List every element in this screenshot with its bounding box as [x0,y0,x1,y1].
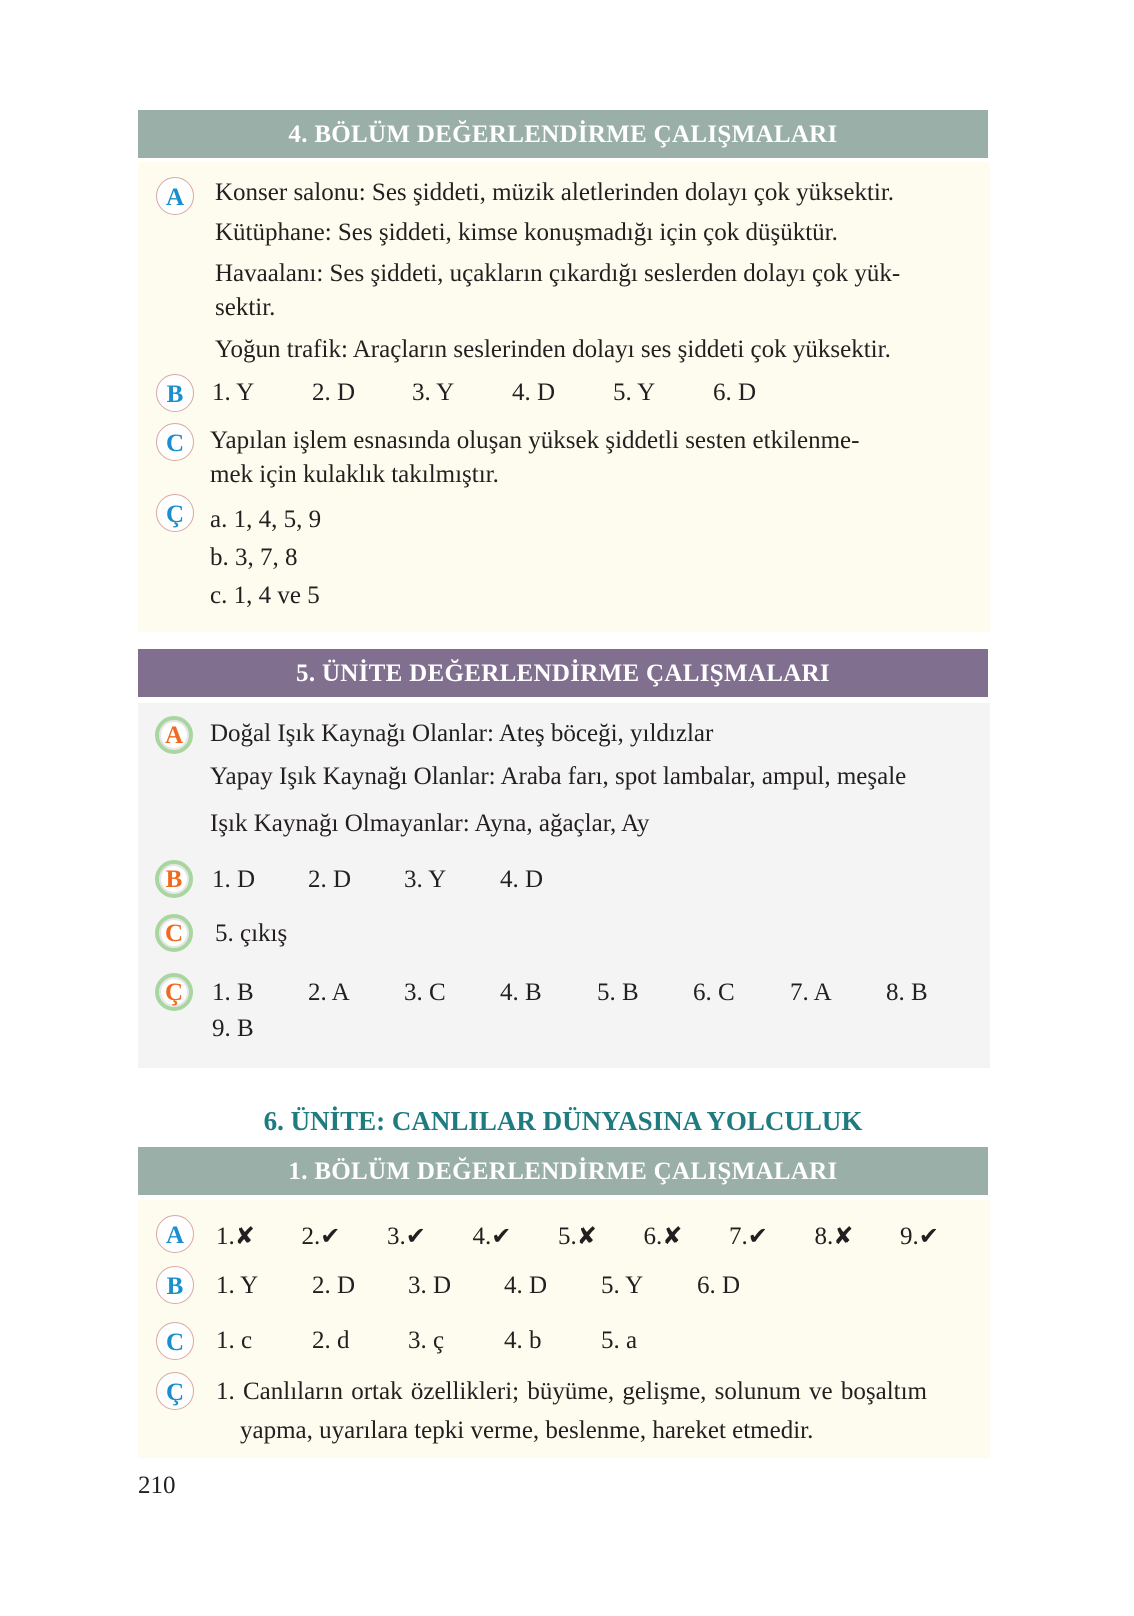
answer-line: mek için kulaklık takılmıştır. [210,461,499,488]
answer-line: Yapılan işlem esnasında oluşan yüksek şiddetli sesten etkilenme- [210,427,860,454]
check-icon: ✔ [405,1222,426,1250]
answer-item [644,1221,683,1252]
answer-line: a. 1, 4, 5, 9 [210,506,322,533]
item-number: 7. [729,1223,748,1250]
answer-item: 2. d [312,1327,350,1354]
item-number: 2. [301,1223,321,1250]
section-header-1-bolum: 1. BÖLÜM DEĞERLENDİRME ÇALIŞMALARI [138,1147,988,1195]
section-header-5-unite: 5. ÜNİTE DEĞERLENDİRME ÇALIŞMALARI [138,649,988,697]
item-number: 1. [216,1223,235,1250]
answer-item: 6. D [713,379,757,406]
answer-line: 5. çıkış [215,920,288,947]
badge-cc: Ç [156,1372,194,1410]
answer-item: 2. D [312,379,356,406]
answer-item: 6. C [693,979,735,1006]
answer-line: Konser salonu: Ses şiddeti, müzik aletlerinden dolayı çok yüksektir. [215,179,895,206]
check-icon: ✔ [320,1222,341,1250]
badge-b: B [156,1266,194,1304]
cross-icon: ✘ [833,1222,854,1250]
badge-c: C [156,423,194,461]
answer-item: 4. D [500,866,544,893]
answer-item [900,1221,939,1252]
answer-item [387,1221,426,1252]
item-number: 8. [814,1223,834,1250]
answer-line: Yapay Işık Kaynağı Olanlar: Araba farı, spot lambalar, ampul, meşale [210,763,907,790]
check-icon: ✔ [491,1222,512,1250]
badge-c: C [156,1322,194,1360]
answer-line: c. 1, 4 ve 5 [210,582,320,609]
answer-item: 4. B [500,979,542,1006]
answer-item: 1. Y [212,379,255,406]
answer-item: 3. Y [404,866,447,893]
answer-item [558,1221,597,1252]
answer-item: 1. Y [216,1272,259,1299]
badge-cc: Ç [156,494,194,532]
answer-item: 2. D [308,866,352,893]
answer-item: 5. a [601,1327,638,1354]
cross-icon: ✘ [576,1222,597,1250]
answer-item: 6. D [697,1272,741,1299]
item-number: 9. [900,1223,919,1250]
answer-item: 3. C [404,979,446,1006]
answer-item: 4. D [512,379,556,406]
answer-line: sektir. [215,294,276,321]
badge-b: B [156,374,194,412]
badge-a: A [156,1215,194,1253]
answer-line: Yoğun trafik: Araçların seslerinden dolayı ses şiddeti çok yüksektir. [215,336,891,363]
badge-c: C [155,914,193,952]
answer-item: 9. B [212,1015,254,1042]
answer-item: 4. D [504,1272,548,1299]
answer-item: 3. ç [408,1327,445,1354]
item-number: 4. [472,1223,492,1250]
answer-item: 8. B [886,979,928,1006]
cross-icon: ✘ [234,1222,255,1250]
answer-item: 2. A [308,979,350,1006]
badge-cc: Ç [155,973,193,1011]
answer-item: 2. D [312,1272,356,1299]
check-icon: ✔ [747,1222,768,1250]
cross-icon: ✘ [662,1222,683,1250]
page-number: 210 [138,1472,176,1499]
item-number: 3. [387,1223,406,1250]
answer-item: 3. Y [412,379,455,406]
answer-line: Havaalanı: Ses şiddeti, uçakların çıkardığı seslerden dolayı çok yük- [215,260,901,287]
answer-line: yapma, uyarılara tepki verme, beslenme, hareket etmedir. [240,1417,814,1444]
section-5-unite-panel [138,703,990,1068]
answer-item: 5. Y [613,379,656,406]
answer-item [729,1221,768,1252]
answer-line: Işık Kaynağı Olmayanlar: Ayna, ağaçlar, Ay [210,810,650,837]
answer-item: 1. c [216,1327,253,1354]
answer-item: 3. D [408,1272,452,1299]
answer-item: 5. B [597,979,639,1006]
answer-item [815,1221,854,1252]
answer-item [473,1221,512,1252]
badge-b: B [155,860,193,898]
answer-line: Kütüphane: Ses şiddeti, kimse konuşmadığı için çok düşüktür. [215,219,838,246]
badge-a: A [155,716,193,754]
answer-item: 4. b [504,1327,542,1354]
item-number: 6. [643,1223,663,1250]
answer-item [302,1221,341,1252]
answer-item [216,1221,255,1252]
section-header-4-bolum: 4. BÖLÜM DEĞERLENDİRME ÇALIŞMALARI [138,110,988,158]
item-number: 5. [558,1223,577,1250]
answer-line: Doğal Işık Kaynağı Olanlar: Ateş böceği, yıldızlar [210,720,714,747]
answer-item: 7. A [790,979,832,1006]
badge-a: A [156,177,194,215]
answer-item: 5. Y [601,1272,644,1299]
answer-item: 1. D [212,866,256,893]
check-icon: ✔ [918,1222,939,1250]
answer-line: 1. Canlıların ortak özellikleri; büyüme, gelişme, solunum ve boşaltım [216,1378,928,1405]
answer-line: b. 3, 7, 8 [210,544,298,571]
answer-item: 1. B [212,979,254,1006]
unit-title: 6. ÜNİTE: CANLILAR DÜNYASINA YOLCULUK [263,1106,863,1136]
